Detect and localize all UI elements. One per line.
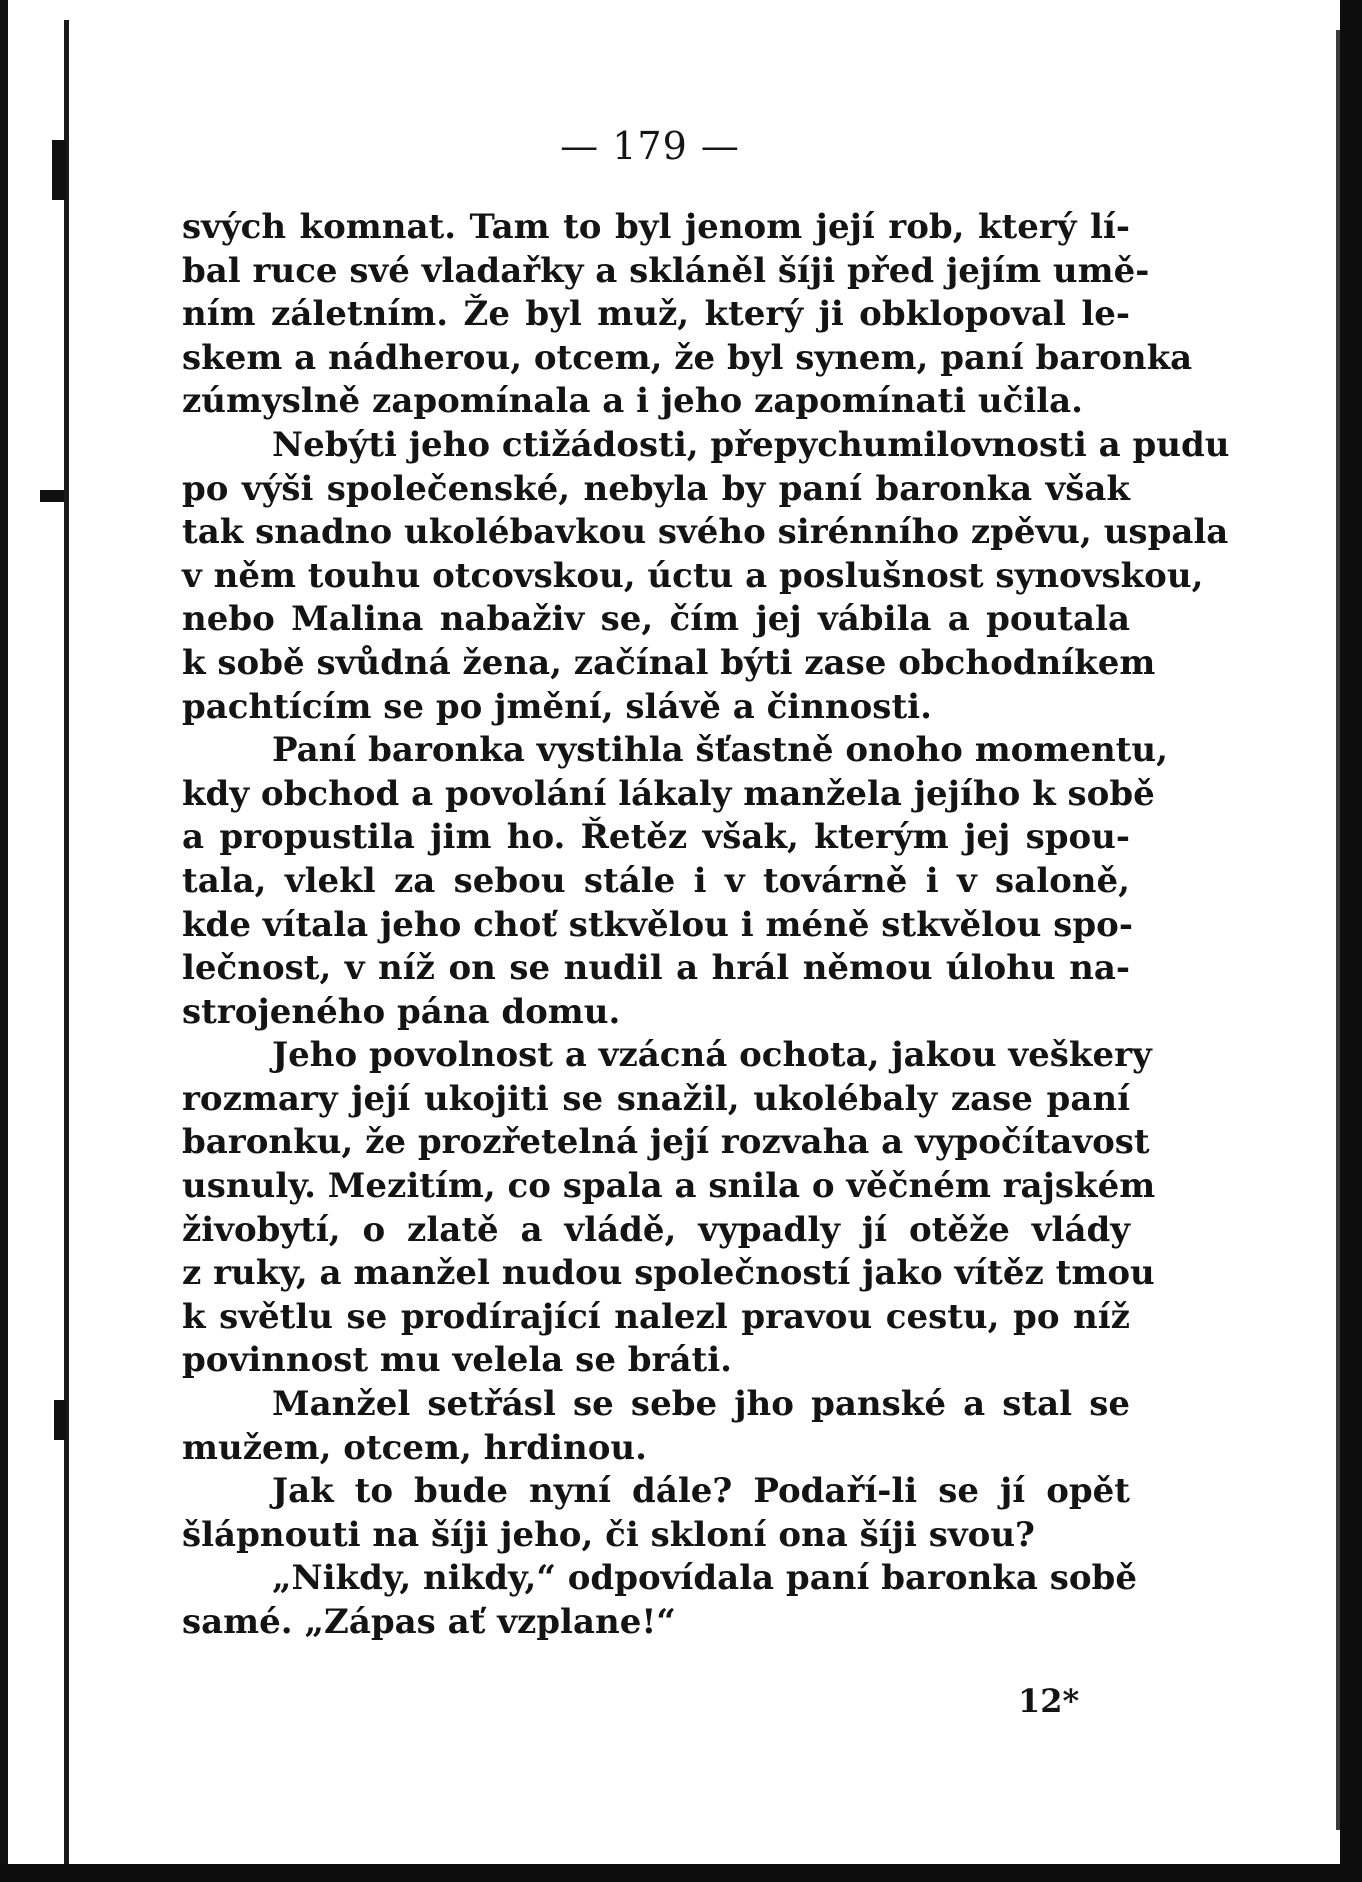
text-line: a propustila jim ho. Řetěz však, kterým jej spou-	[182, 817, 1130, 858]
page-number: — 179 —	[560, 124, 740, 168]
scan-edge-bottom	[0, 1864, 1362, 1882]
text-line: rozmary její ukojiti se snažil, ukolébaly zase paní	[182, 1078, 1130, 1119]
text-line: strojeného pána domu.	[182, 991, 621, 1032]
text-line: lečnost, v níž on se nudil a hrál němou úlohu na-	[182, 948, 1130, 989]
binding-mark-middle	[40, 490, 64, 502]
page-edge-shadow	[1336, 30, 1340, 1830]
text-line: Nebýti jeho ctižádosti, přepychumilovnosti a pudu	[272, 424, 1230, 465]
text-line: šlápnouti na šíji jeho, či skloní ona šíji svou?	[182, 1514, 1035, 1555]
text-line: kde vítala jeho choť stkvělou i méně stkvělou spo-	[182, 904, 1133, 945]
text-line: živobytí, o zlatě a vládě, vypadly jí otěže vlády	[182, 1209, 1130, 1250]
text-line: Manžel setřásl se sebe jho panské a stal se	[272, 1384, 1130, 1425]
body-text	[182, 206, 1230, 1645]
binding-shadow-line	[64, 20, 69, 1882]
text-line: k sobě svůdná žena, začínal býti zase obchodníkem	[182, 642, 1156, 683]
scan-edge-right	[1340, 0, 1362, 1882]
text-line: usnuly. Mezitím, co spala a snila o věčném rajském	[182, 1166, 1156, 1207]
text-line: Paní baronka vystihla šťastně onoho momentu,	[272, 730, 1168, 771]
text-line: skem a nádherou, otcem, že byl synem, paní baronka	[182, 337, 1193, 378]
text-line: k světlu se prodírající nalezl pravou cestu, po níž	[182, 1296, 1130, 1337]
text-line: nebo Malina nabaživ se, čím jej vábila a poutala	[182, 599, 1130, 640]
text-line: z ruky, a manžel nudou společností jako vítěz tmou	[182, 1253, 1155, 1294]
text-line: zúmyslně zapomínala a i jeho zapomínati učila.	[182, 381, 1084, 422]
text-line: ním záletním. Že byl muž, který ji obklopoval le-	[182, 294, 1130, 335]
text-line: Jak to bude nyní dále? Podaří-li se jí opět	[272, 1471, 1130, 1512]
text-line: baronku, že prozřetelná její rozvaha a vypočítavost	[182, 1122, 1150, 1163]
text-line: v něm touhu otcovskou, úctu a poslušnost synovskou,	[182, 555, 1204, 596]
text-line: mužem, otcem, hrdinou.	[182, 1427, 647, 1468]
text-line: svých komnat. Tam to byl jenom její rob, který lí-	[182, 207, 1130, 247]
text-line: tak snadno ukolébavkou svého sirénního zpěvu, uspala	[182, 512, 1229, 553]
printer-signature-mark: 12*	[1018, 1682, 1080, 1720]
text-line: tala, vlekl za sebou stále i v továrně i v saloně,	[182, 860, 1130, 901]
text-line: Jeho povolnost a vzácná ochota, jakou veškery	[272, 1035, 1152, 1076]
text-line: povinnost mu velela se bráti.	[182, 1340, 732, 1381]
scan-edge-left	[0, 0, 8, 1882]
text-line: samé. „Zápas ať vzplane!“	[182, 1602, 676, 1642]
binding-mark-lower	[54, 1400, 66, 1440]
text-line: bal ruce své vladařky a skláněl šíji před jejím umě-	[182, 250, 1150, 291]
text-line: kdy obchod a povolání lákaly manžela jejího k sobě	[182, 773, 1155, 814]
text-line: „Nikdy, nikdy,“ odpovídala paní baronka sobě	[272, 1558, 1137, 1599]
text-line: pachtícím se po jmění, slávě a činnosti.	[182, 686, 932, 727]
text-line: po výši společenské, nebyla by paní baronka však	[182, 468, 1130, 509]
